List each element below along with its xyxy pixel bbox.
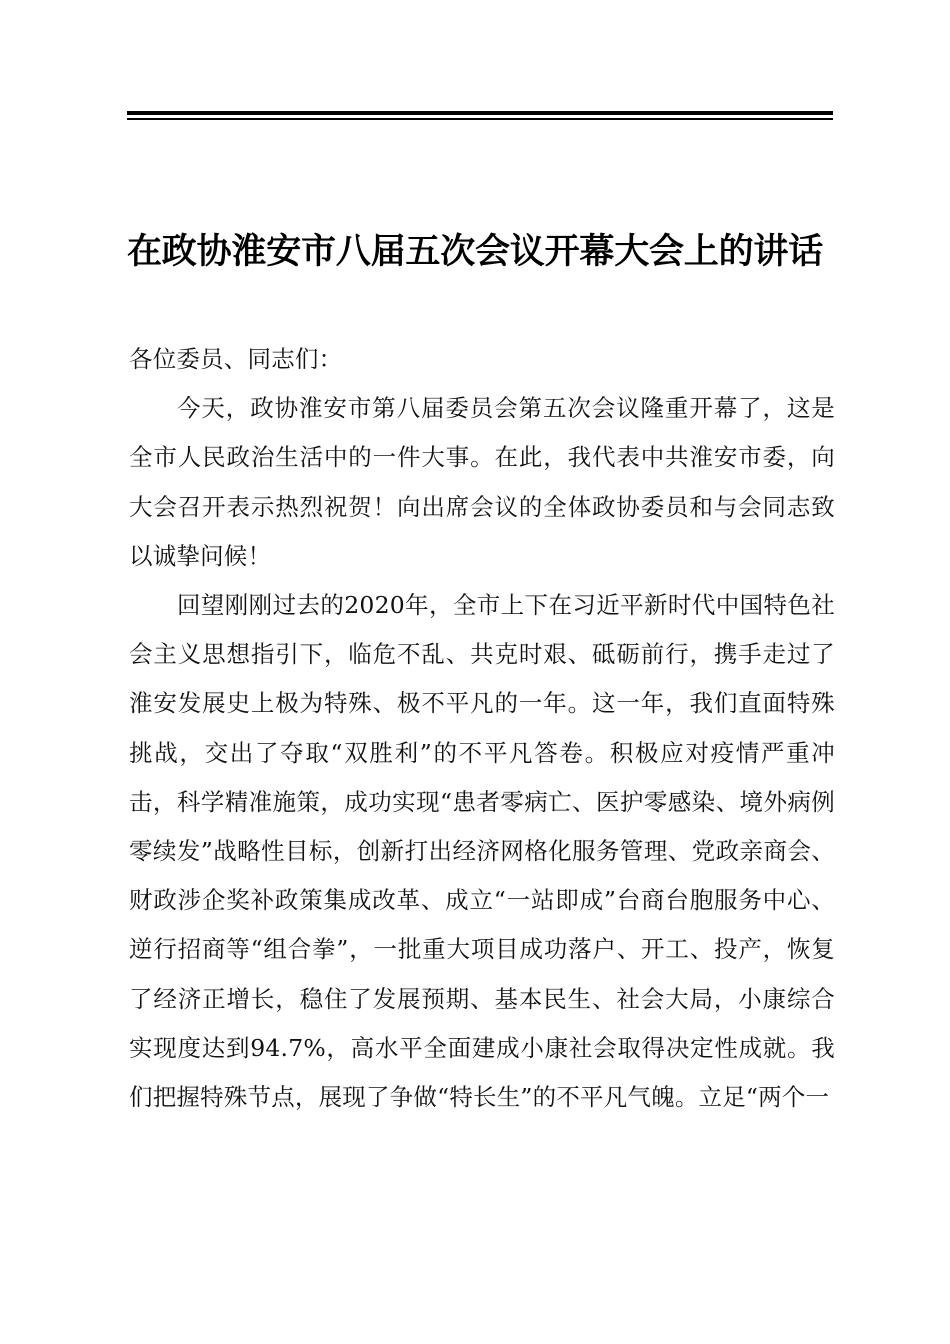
salutation: 各位委员、同志们：: [129, 345, 343, 373]
document-body: [129, 335, 835, 1122]
header-rule-thin: [127, 118, 833, 120]
document-title: 在政协淮安市八届五次会议开幕大会上的讲话: [127, 231, 824, 272]
paragraph: 回望刚刚过去的2020年，全市上下在习近平新时代中国特色社会主义思想指引下，临危不乱、共克时艰、砥砺前行，携手走过了淮安发展史上极为特殊、极不平凡的一年。这一年，我们直面特殊挑战，交出了夺取“双胜利”的不平凡答卷。积极应对疫情严重冲击，科学精准施策，成功实现“患者零病亡、医护零感染、境外病例零续发”战略性目标，创新打出经济网格化服务管理、党政亲商会、财政涉企奖补政策集成改革、成立“一站即成”台商台胞服务中心、逆行招商等“组合拳”，一批重大项目成功落户、开工、投产，恢复了经济正增长，稳住了发展预期、基本民生、社会大局，小康综合实现度达到94.7%，高水平全面建成小康社会取得决定性成就。我们把握特殊节点，展现了争做“特长生”的不平凡气魄。立足“两个一: [129, 591, 835, 1112]
paragraph: 今天，政协淮安市第八届委员会第五次会议隆重开幕了，这是全市人民政治生活中的一件大事。在此，我代表中共淮安市委，向大会召开表示热烈祝贺！向出席会议的全体政协委员和与会同志致以诚挚问候！: [129, 394, 835, 570]
header-rule-thick: [127, 111, 833, 115]
